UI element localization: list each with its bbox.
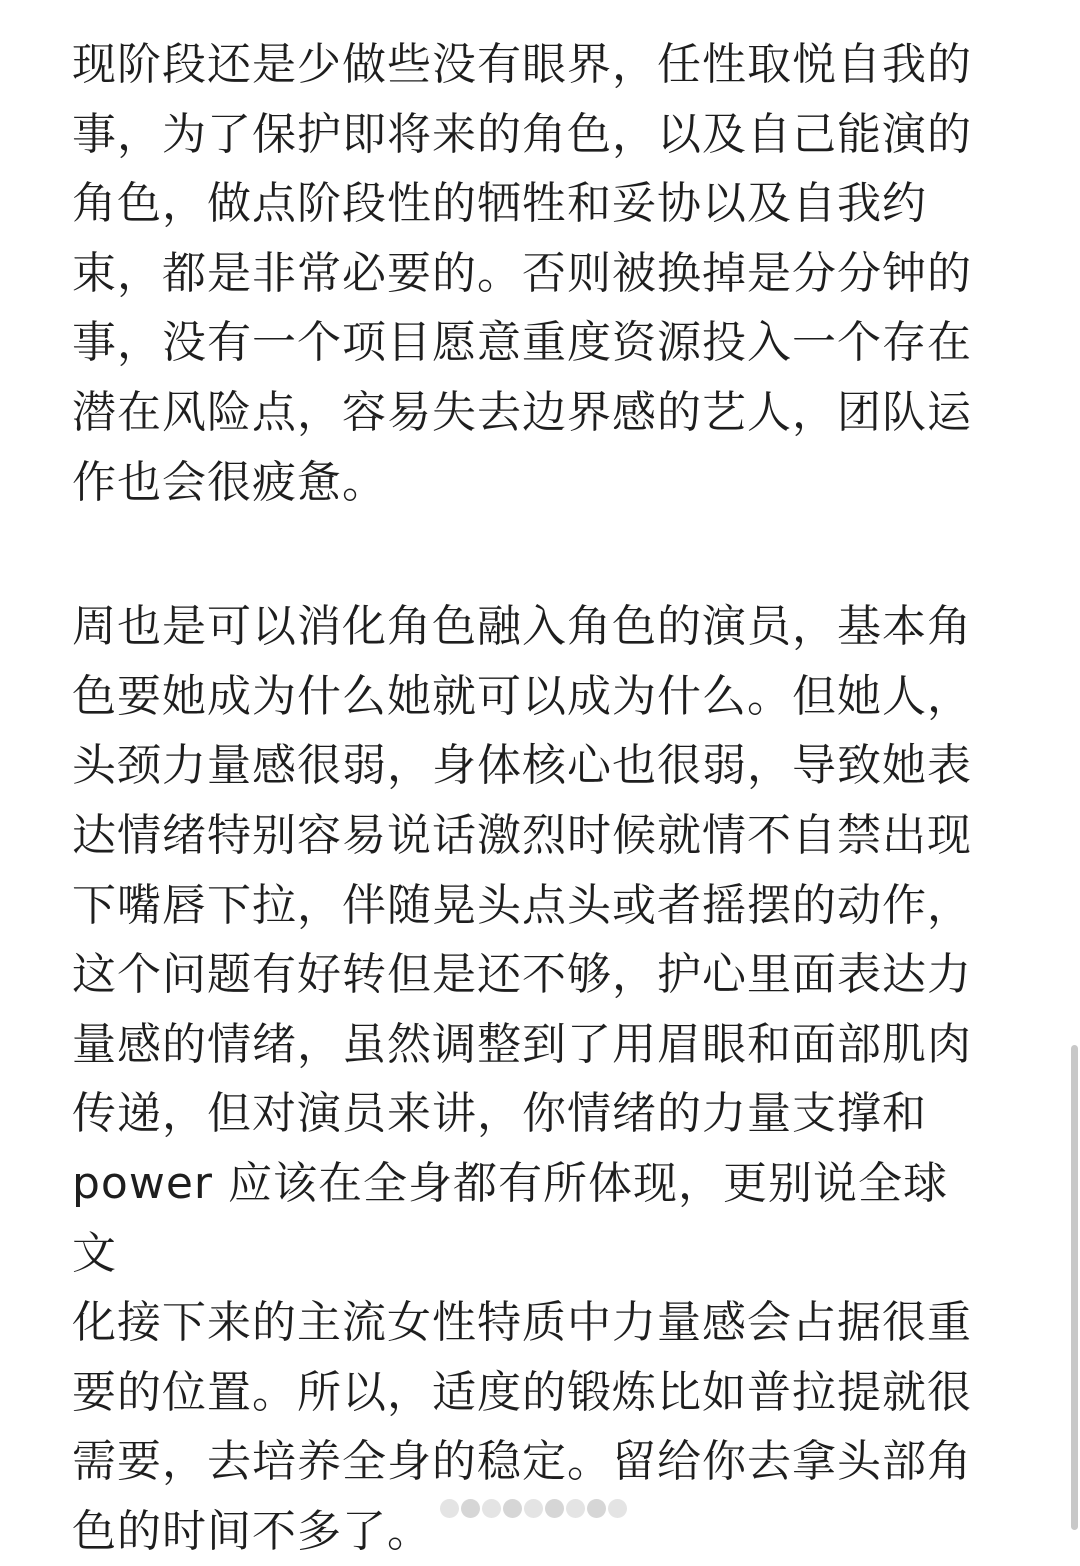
paragraph-2: 周也是可以消化角色融入角色的演员，基本角 色要她成为什么她就可以成为什么。但她人， 头颈力量感很弱，身体核心也很弱，导致她表 达情绪特别容易说话激烈时候就情不自禁出现 下嘴唇下拉，伴随晃头点头或者摇摆的动作， 这个问题有好转但是还不够，护心里面表达力 量感的情绪，虽然调整到了用眉眼和面部肌肉 传递，但对演员来讲，你情绪的力量支撑和 power 应该在全身都有所体现，更别说全球文 化接下来的主流女性特质中力量感会占据很重 要的位置。所以，适度的锻炼比如普拉提就很 需要，去培养全身的稳定。留给你去拿头部角 色的时间不多了。: [72, 601, 972, 1557]
paragraph-1: 现阶段还是少做些没有眼界，任性取悦自我的 事，为了保护即将来的角色，以及自己能演的 角色，做点阶段性的牺牲和妥协以及自我约 束，都是非常必要的。否则被换掉是分分钟的 事，没有一个项目愿意重度资源投入一个存在 潜在风险点，容易失去边界感的艺人，团队运 作也会很疲惫。: [72, 39, 972, 508]
scrollbar-thumb[interactable]: [1071, 1045, 1078, 1530]
article-body: [72, 30, 992, 1566]
watermark-image: [440, 1493, 630, 1523]
